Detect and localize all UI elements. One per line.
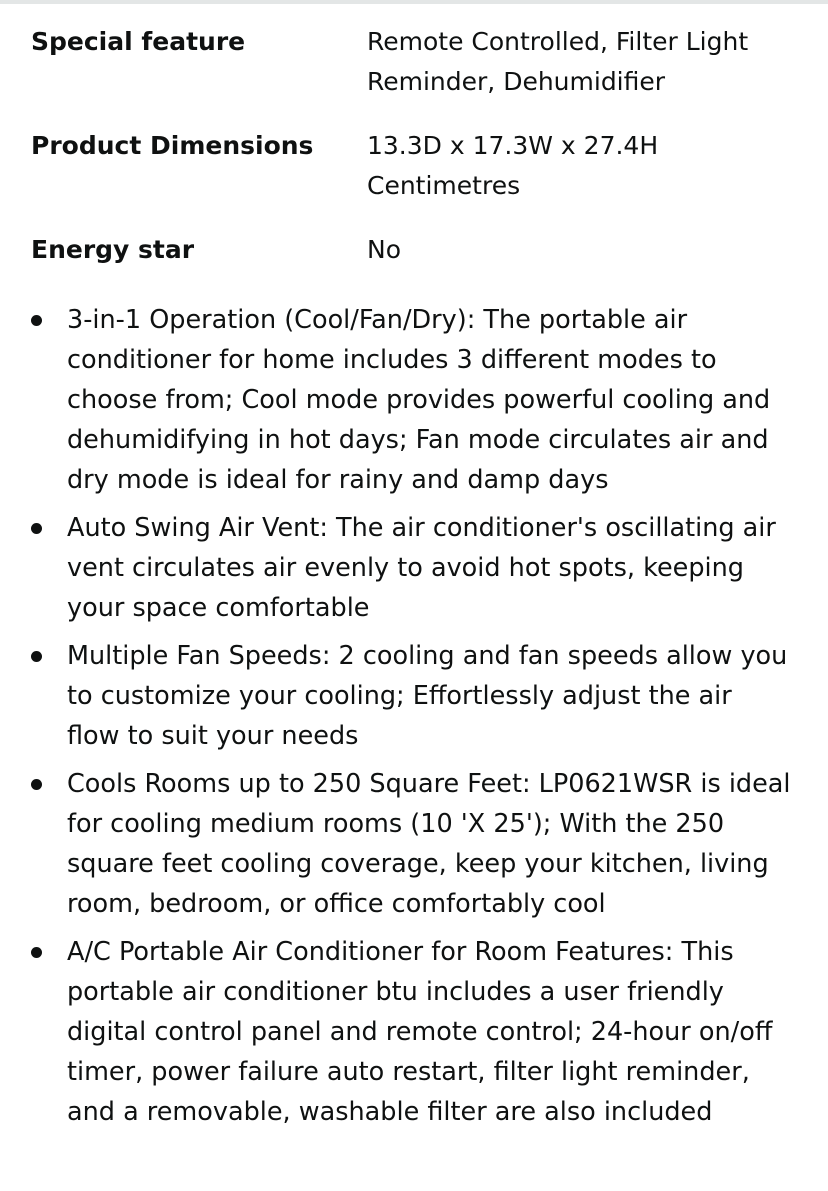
spec-label: Product Dimensions [31, 131, 314, 160]
feature-bullet [0, 764, 828, 924]
feature-bullet-text: Multiple Fan Speeds: 2 cooling and fan speeds allow you to customize your cooling; Effortlessly adjust the air flow to suit your needs [67, 641, 788, 751]
feature-bullet-text: 3-in-1 Operation (Cool/Fan/Dry): The portable air conditioner for home includes 3 different modes to choose from; Cool mode provides powerful cooling and dehumidifying in hot days; Fan mode circulates air and dry mode is ideal for rainy and damp days [67, 305, 771, 495]
spec-row-energy-star [31, 230, 801, 270]
bullet-dot-icon [31, 523, 42, 534]
feature-bullet-text: A/C Portable Air Conditioner for Room Features: This portable air conditioner btu includes a user friendly digital control panel and remote control; 24-hour on/off timer, power failure auto restart, filter light reminder, and a removable, washable filter are also included [67, 937, 773, 1127]
spec-row-special-feature [31, 22, 801, 102]
feature-bullet-text: Auto Swing Air Vent: The air conditioner's oscillating air vent circulates air evenly to avoid hot spots, keeping your space comfortable [67, 513, 776, 623]
bullet-dot-icon [31, 651, 42, 662]
bullet-dot-icon [31, 315, 42, 326]
feature-bullet [0, 932, 828, 1132]
spec-label: Energy star [31, 235, 195, 264]
product-specs-table [31, 22, 801, 294]
top-divider [0, 0, 828, 4]
spec-label: Special feature [31, 27, 246, 56]
spec-value: Remote Controlled, Filter Light Reminder, Dehumidifier [367, 27, 749, 96]
spec-value: No [367, 235, 401, 264]
bullet-dot-icon [31, 779, 42, 790]
bullet-dot-icon [31, 947, 42, 958]
spec-row-product-dimensions [31, 126, 801, 206]
feature-bullet [0, 508, 828, 628]
feature-bullet-text: Cools Rooms up to 250 Square Feet: LP0621WSR is ideal for cooling medium rooms (10 'X 25'); With the 250 square feet cooling coverage, keep your kitchen, living room, bedroom, or office comfortably cool [67, 769, 791, 919]
feature-bullet [0, 636, 828, 756]
feature-bullet [0, 300, 828, 500]
spec-value: 13.3D x 17.3W x 27.4H Centimetres [367, 131, 659, 200]
feature-bullet-list [0, 300, 828, 1140]
